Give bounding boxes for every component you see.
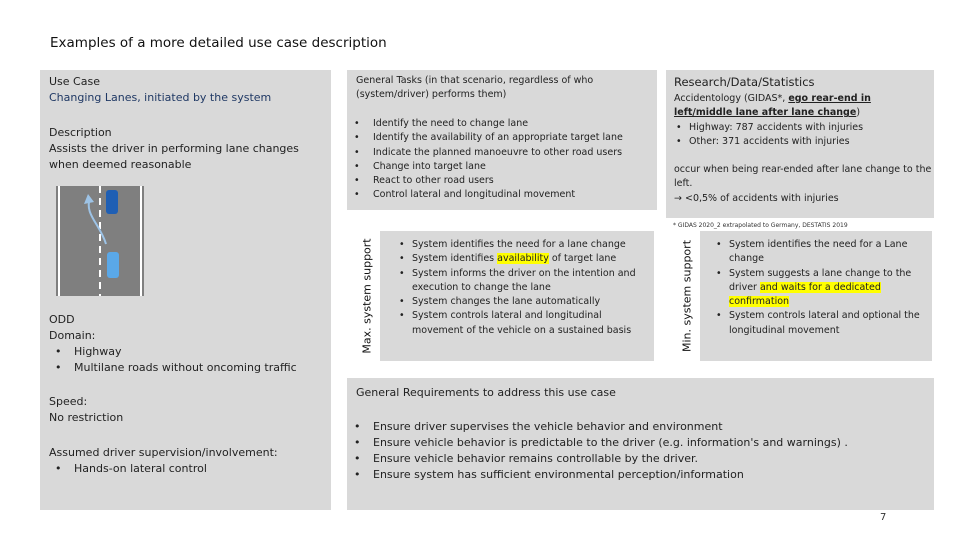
vehicle-target-lane [106,190,118,214]
task-item: • Identify the need to change lane [348,117,648,131]
use-case-label: Use Case [49,75,100,88]
task-item: • Identify the availability of an appropriate target lane [348,131,648,145]
use-case-value: Changing Lanes, initiated by the system [49,90,272,104]
min-item-text: System suggests a lane change to the driver [729,267,912,293]
research-header: Research/Data/Statistics [674,75,815,89]
research-result [674,192,932,206]
description-value: Assists the driver in performing lane changes when deemed reasonable [49,141,299,171]
odd-label: ODD [49,313,75,326]
requirement-item: • Ensure driver supervises the vehicle behavior and environment [348,419,928,435]
description-label: Description [49,126,112,139]
max-support-list [397,238,647,338]
use-case-block [49,74,327,106]
task-item: • React to other road users [348,174,648,188]
task-item: • Indicate the planned manoeuvre to other road users [348,146,648,160]
page-number: 7 [880,512,887,523]
accidentology-prefix: Accidentology (GIDAS*, [674,93,789,104]
road-edge-left [58,186,60,296]
research-paragraph: occur when being rear-ended after lane change to the left. [674,164,932,190]
domain-item: • Multilane roads without oncoming traffic [49,360,329,376]
min-item-highlight: and waits for a dedicated confirmation [729,281,881,307]
speed-label: Speed: [49,395,88,408]
max-item-text: System identifies [412,253,498,265]
max-item: • System controls lateral and longitudinal movement of the vehicle on a sustained basis [397,309,647,338]
research-body [674,92,932,206]
odd-block [49,312,329,376]
research-footnote: * GIDAS 2020_2 extrapolated to Germany, DESTATIS 2019 [673,222,848,229]
ego-vehicle [107,252,119,278]
requirements-header: General Requirements to address this use case [356,386,616,399]
min-support-list [714,238,928,338]
max-support-label: Max. system support [360,238,374,354]
requirement-item: • Ensure system has sufficient environmental perception/information [348,467,928,483]
task-item: • Change into target lane [348,160,648,174]
requirement-item: • Ensure vehicle behavior remains controllable by the driver. [348,451,928,467]
accident-stat: • Other: 371 accidents with injuries [674,135,932,149]
min-item: • System identifies the need for a Lane change [714,238,928,267]
research-result-text: <0,5% of accidents with injuries [684,192,839,204]
max-item: • System changes the lane automatically [397,295,647,309]
max-item-highlight: availability [497,253,549,265]
task-item: • Control lateral and longitudinal movement [348,188,648,202]
speed-block [49,394,319,426]
min-item: • System controls lateral and optional the longitudinal movement [714,309,928,338]
max-item-text: of target lane [548,253,617,265]
speed-value: No restriction [49,410,124,424]
right-arrow-icon: → [674,192,685,204]
requirements-list [348,419,928,483]
domain-label: Domain: [49,328,96,342]
max-item: • System informs the driver on the intention and execution to change the lane [397,267,647,296]
supervision-item: • Hands-on lateral control [49,461,329,477]
slide-title: Examples of a more detailed use case description [50,35,387,51]
general-tasks-header: General Tasks (in that scenario, regardless of who (system/driver) performs them) [356,75,594,101]
domain-item: • Highway [49,344,329,360]
requirement-item: • Ensure vehicle behavior is predictable to the driver (e.g. information's and warnings) . [348,435,928,451]
min-support-label-bar [676,231,698,361]
road-edge-right [140,186,142,296]
accidentology-line [674,92,932,121]
supervision-block [49,445,329,477]
min-item [714,267,928,310]
general-tasks-list [348,117,648,203]
accidentology-emphasis: ego rear-end in left/middle lane after lane change [674,93,871,119]
description-block [49,125,319,173]
max-item: • System identifies the need for a lane change [397,238,647,252]
max-item [397,252,647,266]
min-support-label: Min. system support [680,239,694,353]
max-support-label-bar [356,231,378,361]
accident-stat: • Highway: 787 accidents with injuries [674,121,932,135]
accidentology-suffix: ) [856,107,861,119]
supervision-label: Assumed driver supervision/involvement: [49,446,278,459]
